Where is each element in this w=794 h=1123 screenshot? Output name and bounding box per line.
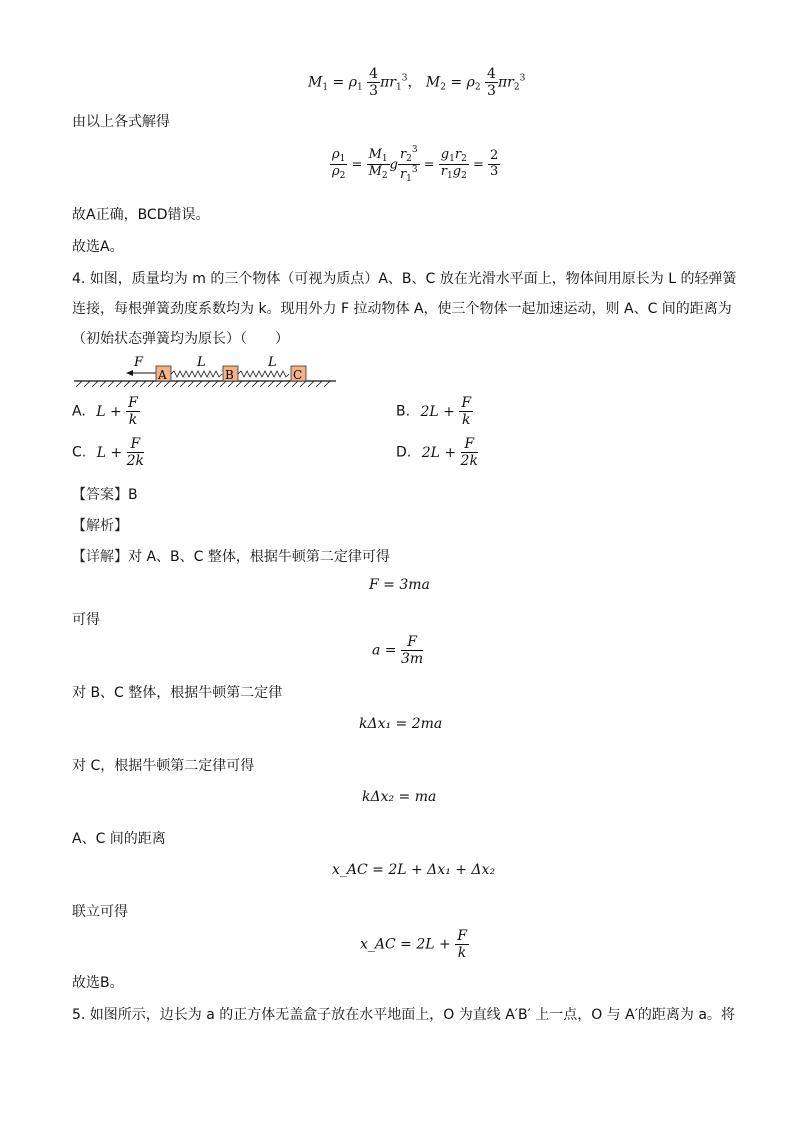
equation-xac-result	[360, 928, 469, 961]
option-d[interactable]	[396, 436, 478, 469]
spring-blocks-figure	[70, 352, 340, 392]
analysis-tag: 【解析】	[72, 518, 128, 534]
option-c-expr: L +	[96, 444, 123, 461]
q5-stem-line1: 5. 如图所示，边长为 a 的正方体无盖盒子放在水平地面上，O 为直线 A′B′ 上一点，O 与 A′的距离为 a。将	[72, 1007, 735, 1023]
ratio-den: 3	[489, 164, 499, 180]
equation-xac: x_AC = 2L + Δx₁ + Δx₂	[332, 862, 496, 878]
ratio-num: 2	[489, 148, 499, 164]
spring-2	[238, 371, 289, 377]
spring-1	[171, 371, 222, 377]
four-thirds-frac-2: $\frac{4}{3}$	[487, 66, 496, 100]
option-b-frac: $\frac{F}{k}$	[461, 395, 472, 429]
eq6-frac: $\frac{F}{k}$	[457, 928, 467, 962]
line-combine: 联立可得	[72, 904, 128, 920]
line-c: 对 C，根据牛顿第二定律可得	[72, 758, 255, 774]
mass-eq2-rho: ρ	[466, 74, 475, 91]
prev-conclusion: 故A正确，BCD错误。	[72, 207, 210, 223]
line-dist: A、C 间的距离	[72, 831, 166, 847]
label-L2: L	[268, 355, 277, 370]
option-b-key: B.	[396, 403, 411, 420]
four-thirds-frac-1: $\frac{4}{3}$	[369, 66, 379, 100]
mass-eq2-lhs: M	[425, 74, 441, 91]
eq2-lhs: a =	[372, 642, 397, 659]
option-a-frac: $\frac{F}{k}$	[128, 395, 138, 429]
option-d-key: D.	[396, 444, 412, 461]
prev-choice: 故选A。	[72, 239, 124, 255]
detail-text: 对 A、B、C 整体，根据牛顿第二定律可得	[128, 549, 390, 565]
equation-k-dx1: kΔx₁ = 2ma	[359, 716, 443, 732]
option-c-key: C.	[72, 444, 87, 461]
option-d-frac: $\frac{F}{2k}$	[460, 436, 478, 470]
q4-stem-line3: （初始状态弹簧均为原长）（ ）	[72, 331, 289, 347]
line-solve: 由以上各式解得	[72, 114, 170, 130]
block-b-label: B	[225, 368, 234, 382]
answer-value: B	[128, 487, 138, 503]
ground-hatching	[76, 381, 330, 387]
q4-choice: 故选B。	[72, 975, 124, 991]
eq-separator: ，	[407, 74, 422, 91]
q4-stem-line1: 4. 如图，质量均为 m 的三个物体（可视为质点）A、B、C 放在光滑水平面上，物体间用原长为 L 的轻弹簧	[72, 271, 737, 287]
mass-eq1-rho: ρ	[348, 74, 357, 91]
detail-tag: 【详解】	[72, 549, 128, 565]
detail-line	[72, 546, 390, 566]
option-c[interactable]	[72, 436, 144, 469]
mass-eq1-lhs: M	[308, 74, 323, 91]
mass-eq1-pir: πr	[380, 74, 396, 91]
force-arrowhead	[126, 370, 133, 376]
mass-equations: $M_1 = \rho_1$ $\frac{4}{3}$ $\pi r_1^3$， $M_2 = \rho_2$ $\frac{4}{3}$ $\pi r_2^3$	[308, 66, 526, 100]
line-bc: 对 B、C 整体，根据牛顿第二定律	[72, 685, 283, 701]
option-a-key: A.	[72, 403, 86, 420]
option-c-frac: $\frac{F}{2k}$	[126, 436, 145, 470]
option-a-expr: L +	[96, 403, 122, 420]
label-L1: L	[197, 355, 206, 370]
mass-eq2-pir: πr	[497, 74, 514, 91]
eq2-frac: $\frac{F}{3m}$	[400, 634, 424, 668]
answer-tag: 【答案】	[72, 487, 128, 503]
option-d-expr: 2L +	[421, 444, 457, 461]
equation-f-3ma: F = 3ma	[369, 577, 430, 593]
q4-stem-line2: 连接，每根弹簧劲度系数均为 k。现用外力 F 拉动物体 A，使三个物体一起加速运动，则 A、C 间的距离为	[72, 301, 732, 317]
density-ratio-equation: $\frac{\rho_1}{\rho_2}$ = $\frac{M_1}{M_2}$ g $\frac{r_2^3}{r_1^3}$ = $\frac{g_1r_2}{r_1g_2}$ = $\frac{2}{3}$	[332, 145, 499, 185]
option-b[interactable]	[396, 395, 473, 428]
answer-line	[72, 484, 138, 504]
option-b-expr: 2L +	[420, 403, 455, 420]
line-get: 可得	[72, 612, 100, 628]
block-c-label: C	[293, 368, 303, 382]
label-F: F	[134, 355, 144, 370]
equation-a	[372, 634, 423, 667]
option-a[interactable]	[72, 395, 140, 428]
block-a-label: A	[158, 368, 167, 382]
eq6-lhs: x_AC = 2L +	[360, 936, 451, 953]
equation-k-dx2: kΔx₂ = ma	[362, 789, 437, 805]
